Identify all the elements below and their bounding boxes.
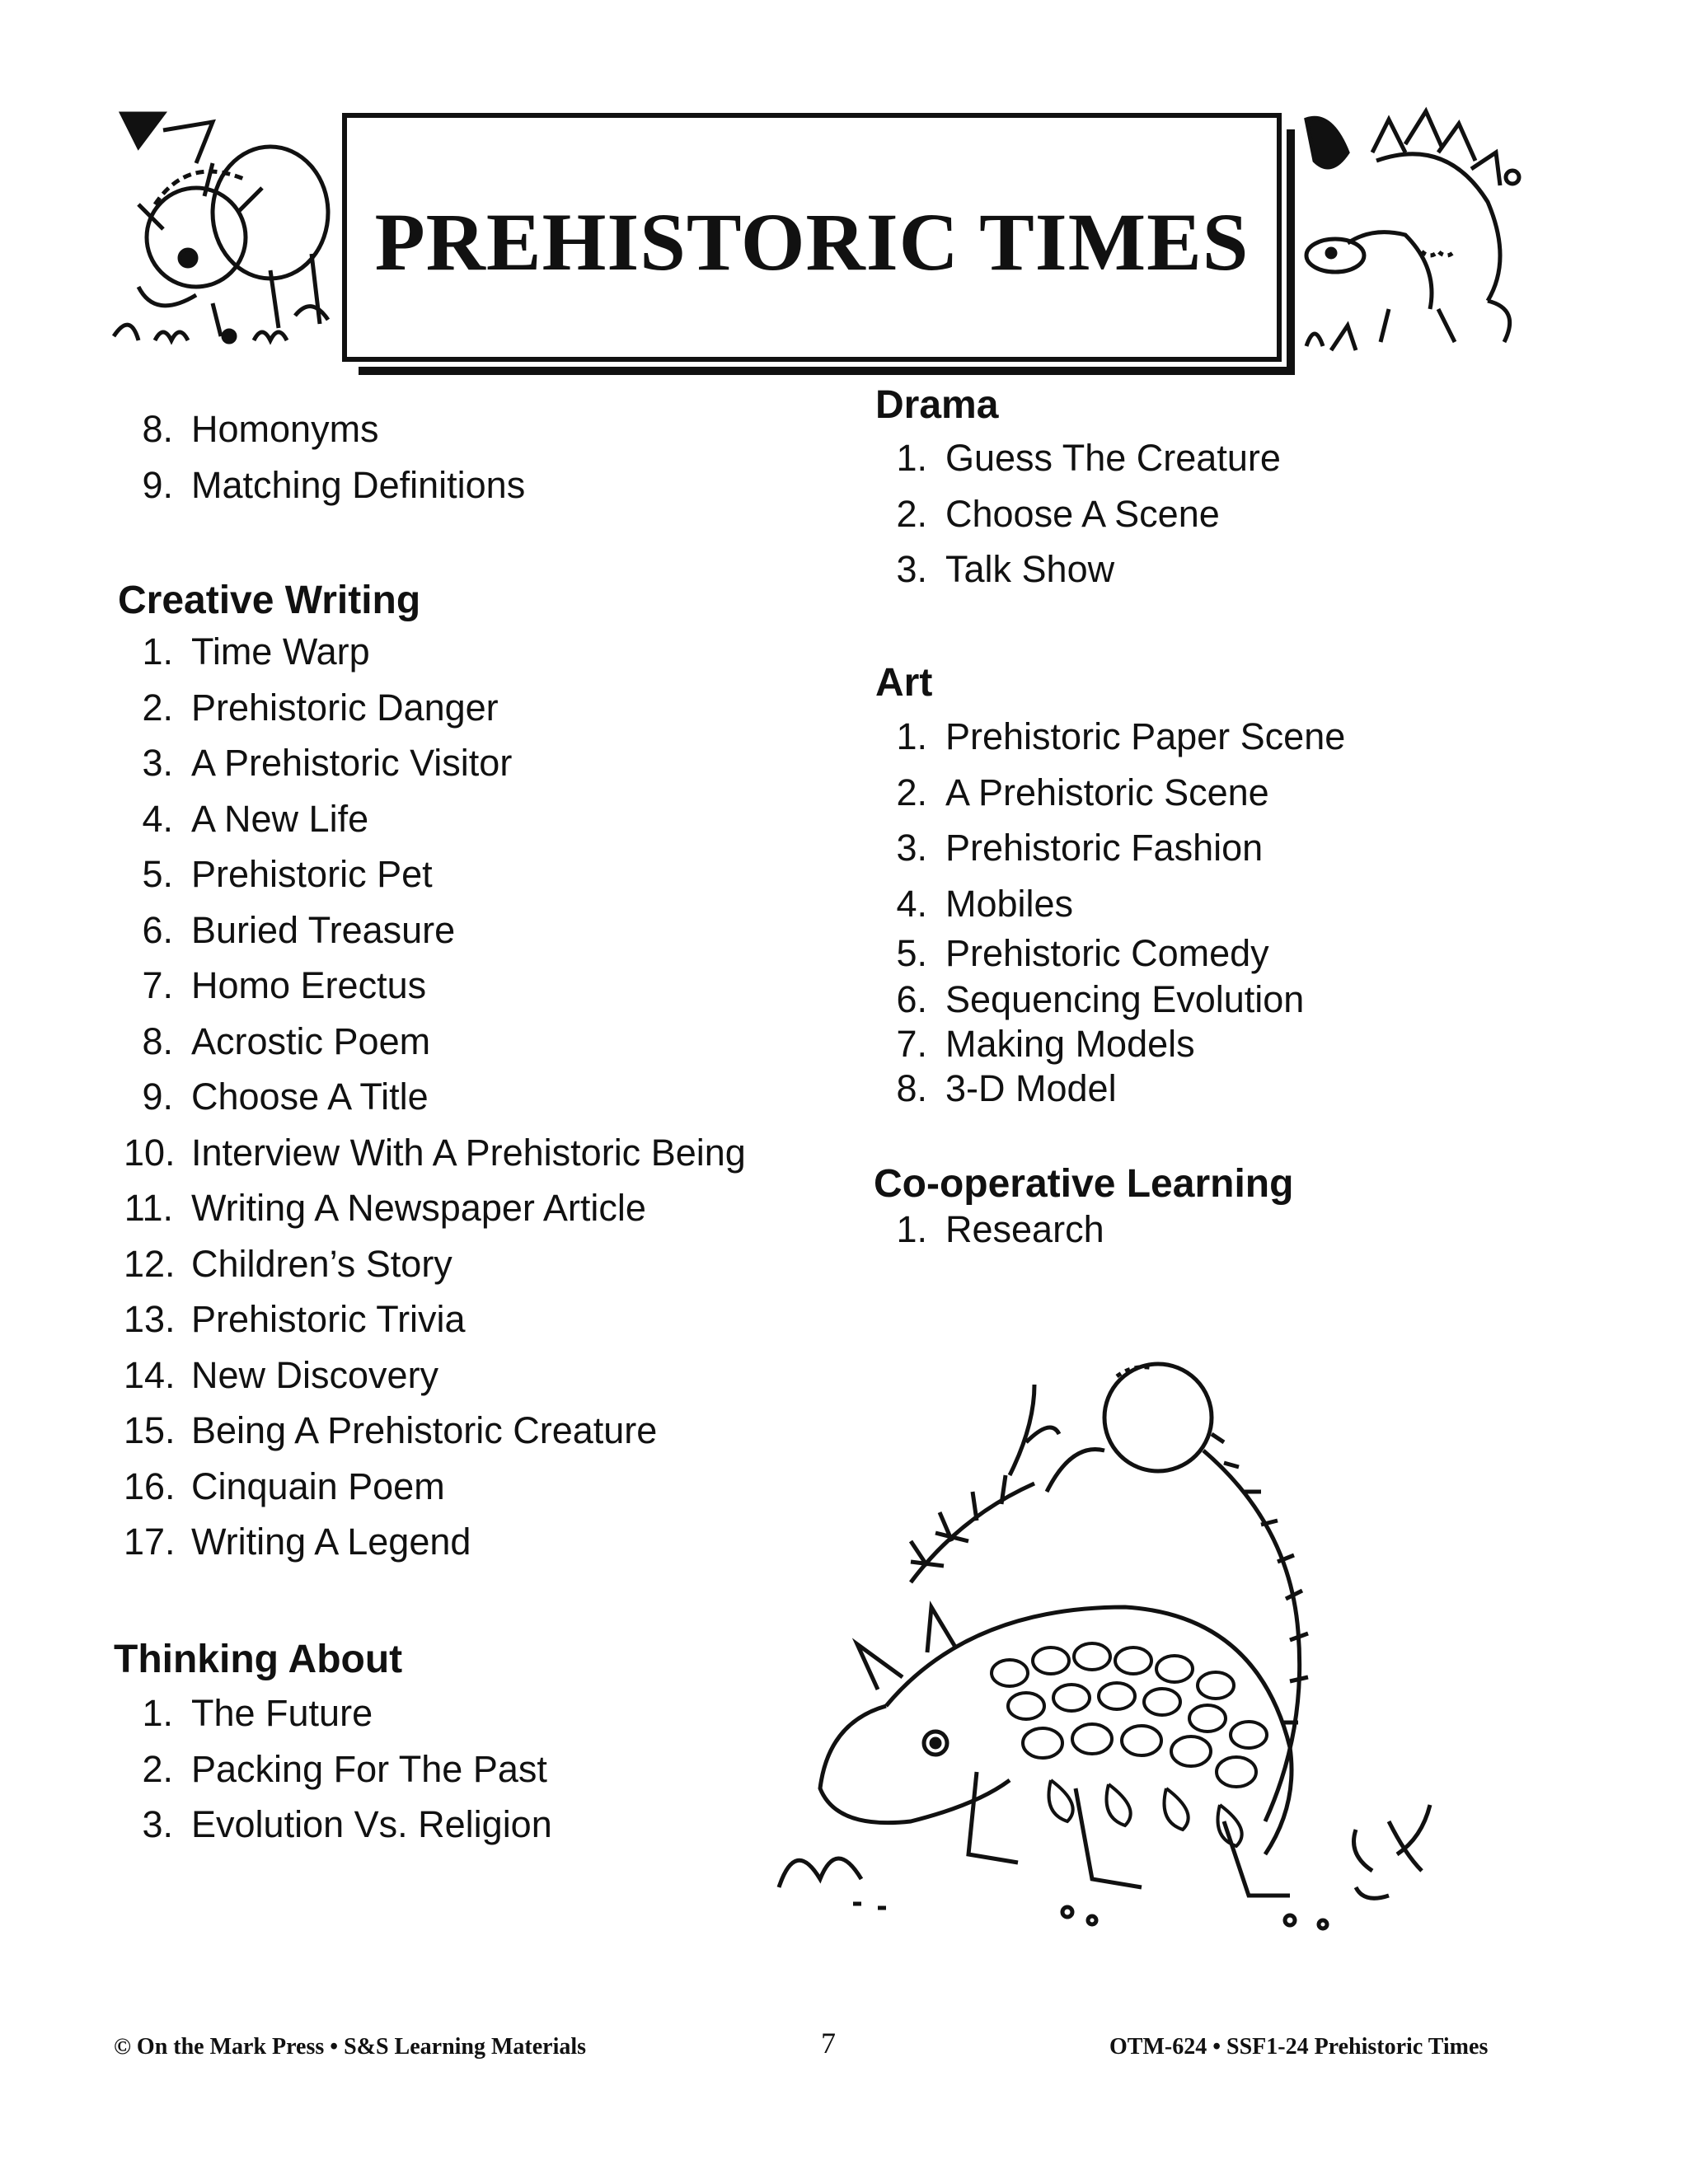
item-text: Evolution Vs. Religion <box>191 1803 552 1845</box>
item-text: Prehistoric Trivia <box>191 1298 466 1340</box>
item-text: 3-D Model <box>945 1066 1117 1109</box>
list-item <box>878 715 1345 771</box>
item-number: 4. <box>896 882 927 925</box>
section-co-operative-learning <box>874 1162 1294 1206</box>
list-item <box>124 630 746 687</box>
item-number: 9. <box>142 1076 173 1118</box>
item-number: 7. <box>142 964 173 1006</box>
item-text: Mobiles <box>945 882 1074 925</box>
item-text: Packing For The Past <box>191 1747 547 1790</box>
item-number: 4. <box>142 797 173 840</box>
title-banner <box>342 113 1282 362</box>
item-text: New Discovery <box>191 1353 439 1396</box>
item-text: Interview With A Prehistoric Being <box>191 1131 746 1174</box>
item-text: Children’s Story <box>191 1242 452 1285</box>
item-text: Talk Show <box>945 548 1115 590</box>
item-text: Being A Prehistoric Creature <box>191 1409 658 1451</box>
list-item <box>124 1748 552 1804</box>
page-number: 7 <box>821 2027 836 2060</box>
ankylosaurus-icon <box>762 1360 1471 1961</box>
item-number: 8. <box>896 1066 927 1109</box>
section-title: Art <box>875 661 933 705</box>
item-number: 13. <box>124 1298 176 1340</box>
item-number: 1. <box>896 437 927 479</box>
item-text: Prehistoric Paper Scene <box>945 715 1346 757</box>
list-item <box>878 548 1281 604</box>
section-creative-writing <box>118 581 420 621</box>
item-number: 1. <box>896 715 927 757</box>
item-text: Sequencing Evolution <box>945 977 1305 1020</box>
section-drama <box>875 383 999 427</box>
list-item <box>124 964 746 1020</box>
item-number: 3. <box>142 1803 173 1845</box>
co-operative-learning-list <box>878 1208 1104 1264</box>
item-text: A New Life <box>191 797 369 840</box>
list-item <box>124 1803 552 1859</box>
list-item <box>878 1023 1345 1067</box>
list-item <box>124 1692 552 1748</box>
item-number: 5. <box>142 853 173 895</box>
list-item <box>124 1465 746 1521</box>
list-item <box>878 437 1281 493</box>
item-number: 2. <box>142 686 173 729</box>
item-text: Prehistoric Comedy <box>945 931 1269 974</box>
list-item <box>878 1067 1345 1112</box>
item-number: 15. <box>124 1409 176 1451</box>
list-item <box>124 1354 746 1410</box>
item-number: 2. <box>142 1747 173 1790</box>
list-item <box>124 1076 746 1132</box>
item-text: Writing A Newspaper Article <box>191 1187 646 1229</box>
list-item <box>124 1187 746 1243</box>
footer-copyright: © On the Mark Press • S&S Learning Materials <box>114 2034 587 2060</box>
item-text: Guess The Creature <box>945 437 1281 479</box>
item-text: Choose A Title <box>191 1076 429 1118</box>
list-item <box>878 771 1345 827</box>
triceratops-icon <box>106 105 336 353</box>
stegosaurus-icon <box>1298 103 1533 359</box>
item-number: 6. <box>896 977 927 1020</box>
section-title: Co-operative Learning <box>874 1162 1294 1206</box>
section-title: Thinking About <box>114 1638 403 1681</box>
item-text: The Future <box>191 1692 373 1734</box>
item-text: Matching Definitions <box>191 463 526 506</box>
item-text: Homo Erectus <box>191 964 427 1006</box>
item-text: Choose A Scene <box>945 492 1220 535</box>
item-text: Research <box>945 1208 1104 1250</box>
item-text: Writing A Legend <box>191 1521 471 1563</box>
item-number: 12. <box>124 1242 176 1285</box>
intro-items <box>124 408 525 519</box>
section-thinking-about <box>114 1640 402 1680</box>
list-item <box>124 909 746 965</box>
item-number: 8. <box>142 408 173 450</box>
item-text: Cinquain Poem <box>191 1465 445 1507</box>
item-number: 17. <box>124 1521 176 1563</box>
list-item <box>124 687 746 743</box>
list-item <box>878 932 1345 978</box>
item-number: 9. <box>142 463 173 506</box>
item-number: 5. <box>896 931 927 974</box>
intro-list <box>124 408 525 519</box>
creative-writing-list <box>124 630 746 1577</box>
list-item <box>878 827 1345 883</box>
item-number: 11. <box>124 1187 173 1229</box>
list-item <box>878 883 1345 932</box>
item-text: Homonyms <box>191 408 379 450</box>
list-item <box>878 493 1281 549</box>
list-item <box>124 1298 746 1354</box>
item-number: 2. <box>896 771 927 813</box>
section-title: Drama <box>875 383 999 427</box>
item-number: 1. <box>896 1208 927 1250</box>
item-number: 10. <box>124 1131 176 1174</box>
list-item <box>124 798 746 854</box>
footer-product-code: OTM-624 • SSF1-24 Prehistoric Times <box>1109 2034 1489 2060</box>
page-title: PREHISTORIC TIMES <box>374 195 1250 288</box>
list-item <box>124 742 746 798</box>
list-item <box>124 853 746 909</box>
item-number: 1. <box>142 1692 173 1734</box>
item-number: 6. <box>142 908 173 951</box>
item-text: Prehistoric Danger <box>191 686 499 729</box>
list-item <box>124 1521 746 1577</box>
item-text: Prehistoric Fashion <box>945 827 1264 869</box>
item-number: 2. <box>896 492 927 535</box>
list-item <box>124 1409 746 1465</box>
item-number: 16. <box>124 1465 176 1507</box>
list-item <box>124 1243 746 1299</box>
item-text: Time Warp <box>191 630 370 673</box>
list-item <box>124 1132 746 1188</box>
item-text: A Prehistoric Scene <box>945 771 1269 813</box>
item-text: Acrostic Poem <box>191 1019 431 1062</box>
section-title: Creative Writing <box>118 579 421 622</box>
thinking-about-list <box>124 1692 552 1859</box>
item-number: 3. <box>142 742 173 784</box>
art-list <box>878 715 1345 1112</box>
list-item <box>124 408 525 464</box>
item-number: 3. <box>896 548 927 590</box>
item-number: 8. <box>142 1019 173 1062</box>
section-art <box>875 663 932 703</box>
list-item <box>878 1208 1104 1264</box>
item-number: 14. <box>124 1353 176 1396</box>
list-item <box>124 464 525 520</box>
drama-list <box>878 437 1281 604</box>
item-number: 3. <box>896 827 927 869</box>
list-item <box>124 1020 746 1076</box>
item-text: Making Models <box>945 1022 1195 1065</box>
item-number: 7. <box>896 1022 927 1065</box>
item-number: 1. <box>142 630 173 673</box>
item-text: Buried Treasure <box>191 908 456 951</box>
list-item <box>878 978 1345 1023</box>
item-text: Prehistoric Pet <box>191 853 433 895</box>
item-text: A Prehistoric Visitor <box>191 742 513 784</box>
